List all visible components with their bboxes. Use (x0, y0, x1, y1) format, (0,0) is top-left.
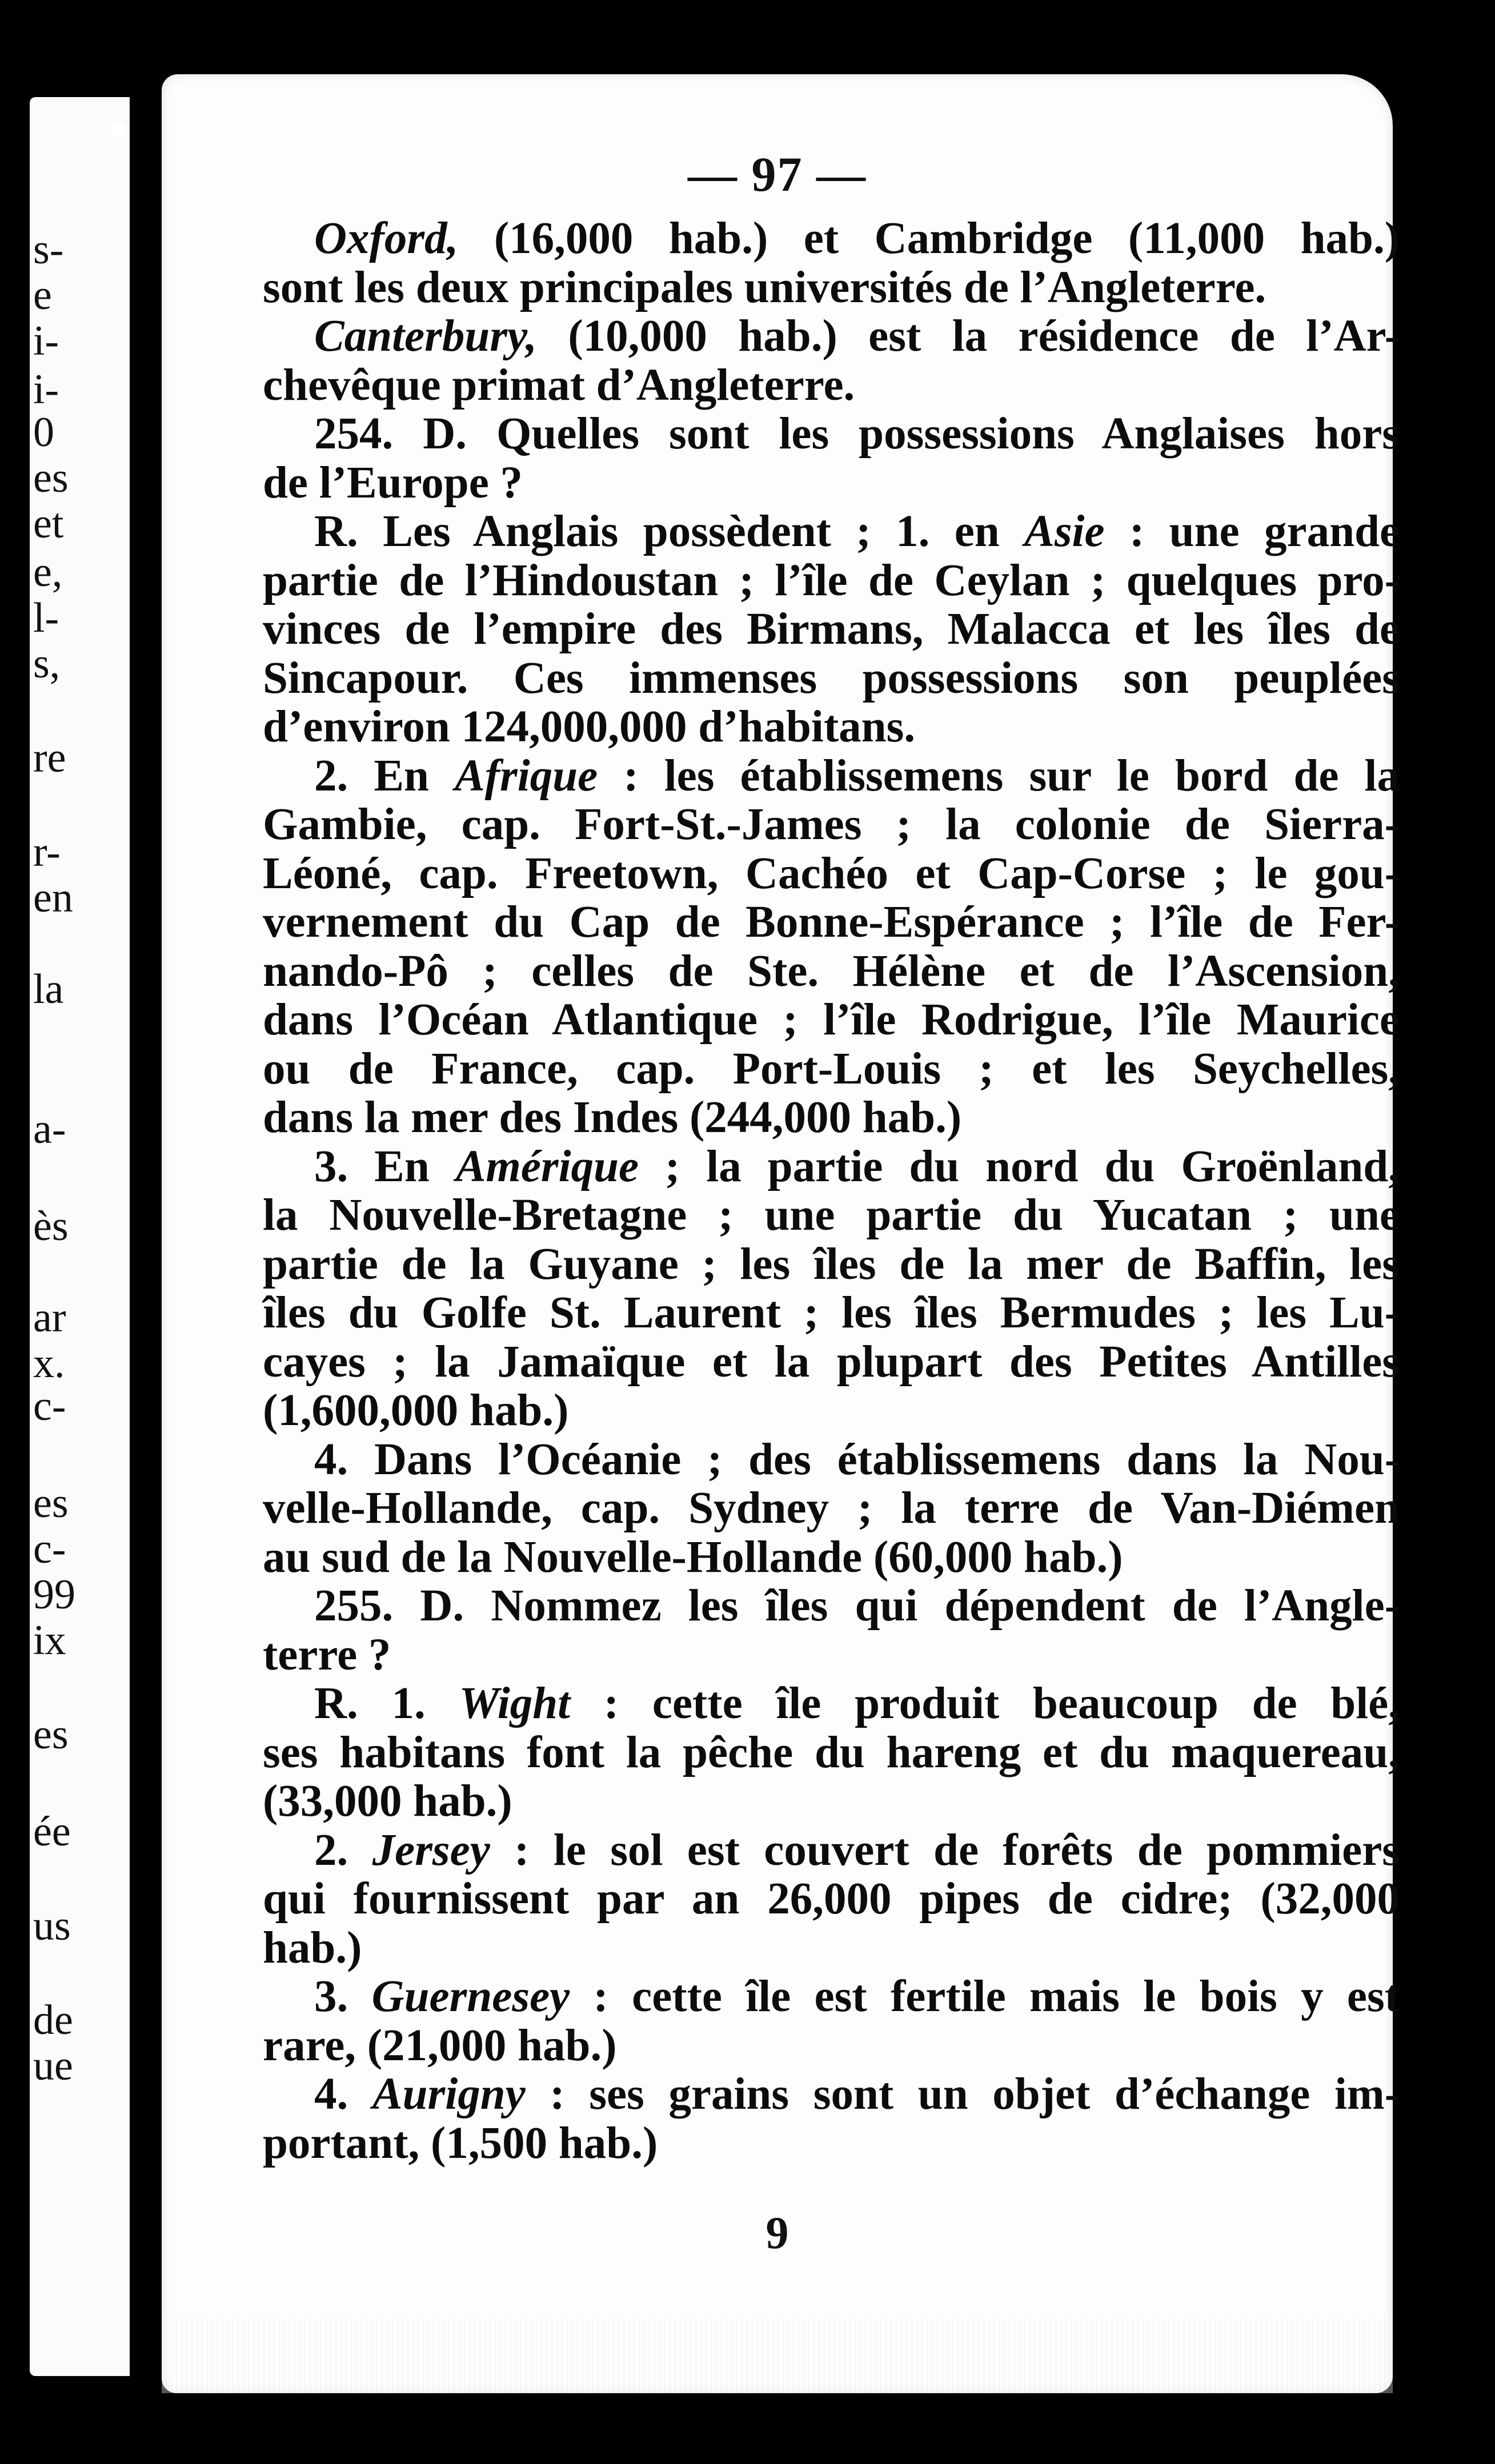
previous-page-fragment: us (33, 1905, 71, 1947)
text-segment: portant, (1,500 hab.) (263, 2118, 658, 2168)
italic-term: Canterbury, (314, 311, 537, 361)
text-segment: R. Les Anglais possèdent ; 1. en (314, 507, 1025, 556)
text-segment: vinces de l’empire des Birmans, Malacca et les îles de (263, 604, 1400, 654)
text-line (263, 556, 1400, 605)
text-segment: : les établissemens sur le bord de la (598, 751, 1400, 801)
text-segment: nando-Pô ; celles de Ste. Hélène et de l’Ascension, (263, 946, 1400, 996)
text-line (263, 1289, 1400, 1338)
previous-page-fragment: i- (33, 320, 59, 362)
text-segment: : le sol est couvert de forêts de pommiers (490, 1825, 1400, 1875)
previous-page-fragment: es (33, 457, 69, 499)
text-line (263, 214, 1400, 263)
text-line (263, 849, 1400, 898)
text-line (263, 1679, 1400, 1728)
text-line (263, 1338, 1400, 1387)
previous-page-fragment: e, (33, 551, 63, 593)
italic-term: Asie (1024, 507, 1105, 556)
text-segment: 3. En (314, 1141, 456, 1191)
text-segment: 2. (314, 1825, 372, 1875)
text-segment: 2. En (314, 751, 455, 801)
signature-mark: 9 (765, 2208, 789, 2258)
text-line (263, 2119, 1400, 2168)
text-line (263, 1240, 1400, 1289)
text-segment: (16,000 hab.) et Cambridge (11,000 hab.) (458, 214, 1400, 263)
text-line (263, 2021, 1400, 2070)
previous-page-strip (30, 97, 130, 2376)
text-segment: cayes ; la Jamaïque et la plupart des Petites Antilles (263, 1337, 1400, 1387)
text-line (263, 1484, 1400, 1533)
previous-page-fragment: et (33, 503, 64, 545)
text-segment: vernement du Cap de Bonne-Espérance ; l’île de Fer- (263, 897, 1400, 947)
text-segment: qui fournissent par an 26,000 pipes de cidre; (32,000 (263, 1874, 1400, 1924)
text-segment: de l’Europe ? (263, 458, 523, 508)
text-line (263, 1582, 1400, 1631)
previous-page-fragment: 0 (33, 411, 54, 454)
previous-page-fragment: l- (33, 597, 59, 639)
previous-page-fragment: re (33, 737, 66, 779)
previous-page-fragment: c- (33, 1528, 66, 1570)
previous-page-fragment: x. (33, 1342, 65, 1385)
text-line (263, 605, 1400, 654)
previous-page-fragment: r- (33, 831, 61, 873)
text-segment: : cette île produit beaucoup de blé, (570, 1679, 1400, 1728)
text-segment: sont les deux principales universités de l’Angleterre. (263, 262, 1266, 312)
text-segment: 4. Dans l’Océanie ; des établissemens dans la Nou- (314, 1434, 1400, 1484)
previous-page-fragment: a- (33, 1108, 66, 1150)
previous-page-fragment: ue (33, 2045, 73, 2087)
text-line (263, 898, 1400, 947)
text-segment: dans l’Océan Atlantique ; l’île Rodrigue, l’île Maurice (263, 995, 1400, 1045)
text-line (263, 1777, 1400, 1826)
page-header: — 97 — (688, 147, 867, 202)
text-segment: 4. (314, 2069, 372, 2119)
text-segment: d’environ 124,000,000 d’habitans. (263, 702, 916, 752)
text-segment: au sud de la Nouvelle-Hollande (60,000 hab.) (263, 1532, 1123, 1582)
italic-term: Guernesey (371, 1972, 570, 2021)
text-line (263, 410, 1400, 459)
text-line (263, 1728, 1400, 1777)
text-line (263, 507, 1400, 556)
text-line (263, 361, 1400, 410)
text-segment: terre ? (263, 1630, 391, 1680)
text-segment: la Nouvelle-Bretagne ; une partie du Yucatan ; une (263, 1190, 1400, 1240)
text-line (263, 1826, 1400, 1875)
previous-page-fragment: s, (33, 643, 61, 685)
text-segment: velle-Hollande, cap. Sydney ; la terre de Van-Diémen (263, 1483, 1400, 1533)
previous-page-fragment: ès (33, 1205, 69, 1247)
italic-term: Oxford, (314, 214, 459, 263)
previous-page-fragment: ar (33, 1297, 66, 1339)
previous-page-fragment: ée (33, 1811, 71, 1853)
italic-term: Aurigny (372, 2069, 526, 2119)
text-segment: hab.) (263, 1923, 362, 1973)
text-line (263, 1045, 1400, 1094)
previous-page-fragment: s- (33, 228, 64, 271)
text-line (263, 654, 1400, 703)
text-segment: îles du Golfe St. Laurent ; les îles Bermudes ; les Lu- (263, 1288, 1400, 1338)
text-line (263, 703, 1400, 752)
text-line (263, 263, 1400, 312)
text-segment: ses habitans font la pêche du hareng et du maquereau, (263, 1727, 1400, 1777)
text-segment: 254. D. Quelles sont les possessions Anglaises hors (314, 409, 1400, 459)
previous-page-fragment: de (33, 1999, 73, 2041)
text-segment: rare, (21,000 hab.) (263, 2020, 617, 2070)
text-line (263, 800, 1400, 849)
text-segment: (1,600,000 hab.) (263, 1386, 569, 1435)
text-line (263, 947, 1400, 996)
text-segment: dans la mer des Indes (244,000 hab.) (263, 1093, 962, 1142)
text-segment: Sincapour. Ces immenses possessions son peuplées (263, 653, 1400, 703)
italic-term: Jersey (372, 1825, 490, 1875)
previous-page-fragment: en (33, 877, 73, 919)
text-line (263, 459, 1400, 508)
text-line (263, 1093, 1400, 1142)
text-line (263, 312, 1400, 361)
text-segment: R. 1. (314, 1679, 459, 1728)
text-segment: (33,000 hab.) (263, 1776, 512, 1826)
italic-term: Amérique (455, 1141, 639, 1191)
scan-artifact (111, 123, 126, 138)
text-line (263, 996, 1400, 1045)
text-line (263, 1386, 1400, 1435)
text-segment: 255. D. Nommez les îles qui dépendent de l’Angle- (314, 1581, 1400, 1631)
text-segment: (10,000 hab.) est la résidence de l’Ar- (536, 311, 1400, 361)
text-line (263, 2070, 1400, 2119)
italic-term: Wight (459, 1679, 571, 1728)
text-line (263, 1972, 1400, 2021)
text-segment: Léoné, cap. Freetown, Cachéo et Cap-Corse ; le gou- (263, 848, 1400, 898)
text-line (263, 752, 1400, 801)
text-segment: partie de l’Hindoustan ; l’île de Ceylan ; quelques pro- (263, 555, 1400, 605)
text-line (263, 1631, 1400, 1680)
text-segment: : cette île est fertile mais le bois y est (570, 1972, 1400, 2021)
text-segment: ; la partie du nord du Groënland, (639, 1141, 1400, 1191)
text-segment: partie de la Guyane ; les îles de la mer de Baffin, les (263, 1239, 1400, 1289)
page-body (263, 214, 1400, 2168)
text-segment: Gambie, cap. Fort-St.-James ; la colonie de Sierra- (263, 800, 1400, 849)
text-line (263, 1875, 1400, 1924)
italic-term: Afrique (455, 751, 598, 801)
text-line (263, 1435, 1400, 1484)
text-segment: 3. (314, 1972, 372, 2021)
text-segment: chevêque primat d’Angleterre. (263, 360, 855, 410)
text-line (263, 1533, 1400, 1582)
text-segment: ou de France, cap. Port-Louis ; et les Seychelles, (263, 1044, 1400, 1094)
previous-page-fragment: 99 (33, 1574, 75, 1616)
text-line (263, 1142, 1400, 1191)
text-segment: : une grande (1104, 507, 1400, 556)
text-segment: : ses grains sont un objet d’échange im- (525, 2069, 1400, 2119)
previous-page-fragment: es (33, 1713, 69, 1756)
previous-page-fragment: e (33, 274, 52, 316)
book-page (162, 74, 1400, 2393)
book-gutter (130, 86, 162, 2393)
text-line (263, 1924, 1400, 1973)
previous-page-fragment: es (33, 1482, 69, 1524)
previous-page-fragment: la (33, 968, 64, 1010)
text-line (263, 1191, 1400, 1240)
previous-page-text-fragments (30, 97, 130, 2376)
previous-page-fragment: ix (33, 1619, 66, 1662)
previous-page-fragment: i- (33, 368, 59, 411)
previous-page-fragment: c- (33, 1385, 66, 1427)
